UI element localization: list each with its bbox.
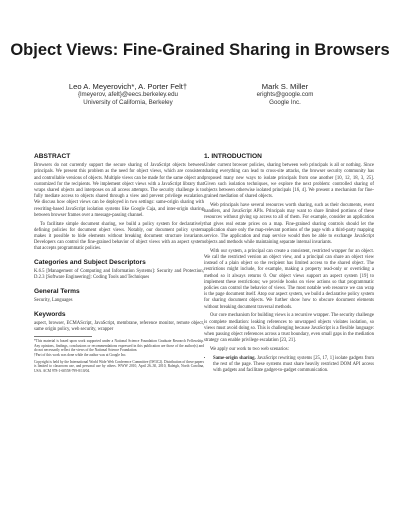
footnote-divider — [34, 336, 92, 337]
general-terms-heading: General Terms — [34, 288, 80, 296]
left-column — [34, 154, 204, 373]
intro-paragraph: With our system, a principal can create a consistent, restricted wrapper for an object. We call the restricted version an object view, and a principal can share an object view instead of a plain object so the recipient has limited access to the shared object. The restrictions might include, for example, making a property read-only or overriding a method so it always returns 0. Our object views support an aspect system [19] to implement these restrictions; we provide hooks on view actions so that programmatic policies can control the behavior of views. The most notable web resource we can wrap is the page document itself. Atop our aspect system, we build a declarative policy system for sharing document objects. We further show how to obscure document elements without breaking document traversal methods. — [204, 248, 374, 310]
author-names: Mark S. Miller — [261, 82, 309, 91]
bullet-label: Same-origin sharing. — [213, 355, 256, 361]
intro-paragraph: Web principals have several resources worth sharing, such as their documents, event handlers, and JavaScript APIs. Principals may want to share limited portions of these resources without giving up access to all of them. For example, consider an application that gives real estate prices on a map. Fine-grained sharing controls should let the application share only the map-relevant portions of the page with a third-party mapping service. The application and map service would then be able to exchange JavaScript objects and methods while maintaining separate internal invariants. — [204, 202, 374, 246]
author-block-1 — [48, 82, 208, 106]
author-email: erights@google.com — [256, 91, 314, 98]
copyright-notice: Copyright is held by the International World Wide Web Conference Committee (IW3C2). Distribution of these papers is limited to classroom use, and personal use by others. WWW 2010, April 26–30, 2010, Raleigh, North Carolina, USA. ACM 978-1-60558-799-8/10/04. — [34, 359, 204, 373]
list-item — [213, 356, 374, 375]
intro-paragraph: Under current browser policies, sharing between web principals is all or nothing. Since sharing everything can lead to cross-site attacks, the browser security community has proposed many new ways to isolate principals from one another [10, 12, 18, 3, 25]. Given such isolation techniques, we explore the next problem: controlled sharing of objects between otherwise isolated principals [16, 4]. We present a mechanism for fine-grained mediation of shared objects. — [204, 163, 374, 200]
author-email: {lmeyerov, afelt}@eecs.berkeley.edu — [78, 91, 178, 98]
abstract-paragraph: To facilitate simple document sharing, we build a policy system for declaratively defining policies for document object views. Notably, our document policy system makes it possible to hide elements without breaking document structure invariants. Developers can control the fine-grained behavior of object views with an aspect system that accepts programmatic policies. — [34, 221, 204, 252]
footnote: †Part of this work was done while the author was at Google Inc. — [34, 352, 127, 357]
keywords-heading: Keywords — [34, 311, 66, 319]
categories-heading: Categories and Subject Descriptors — [34, 259, 146, 267]
right-column — [204, 154, 374, 374]
general-terms-text: Security, Languages — [34, 298, 73, 304]
author-affiliation: Google Inc. — [269, 98, 301, 106]
author-names: Leo A. Meyerovich*, A. Porter Felt† — [68, 82, 188, 91]
abstract-heading: ABSTRACT — [34, 153, 71, 160]
intro-paragraph: We apply our work to two web scenarios: — [210, 346, 289, 352]
author-affiliation: University of California, Berkeley — [83, 98, 173, 106]
keywords-text: aspect, browser, ECMAScript, JavaScript, membrane, reference monitor, remote object, same origin policy, web security, wrapper — [34, 321, 204, 333]
footnote: *This material is based upon work supported under a National Science Foundation Graduate Research Fellowship. Any opinions, findings, conclusions or recommendations expressed in this publication are those of the author(s) and do not necessarily reflect the views of the National Science Foundation. — [34, 339, 204, 353]
bullet-text: JavaScript rewriting systems [25, 17, 1] isolate gadgets from the rest of the page. These systems must share heavily restricted DOM API access with gadgets and facilitate gadget-to-gadget communication. — [213, 355, 375, 373]
abstract-paragraph: Browsers do not currently support the secure sharing of JavaScript objects between principals. We present this problem as the need for object views, which are consistent and controllable versions of objects. Multiple views can be made for the same object and customized for the recipients. We implement object views with a JavaScript library that wraps shared objects and interposes on all access attempts. The security challenge is to fully mediate access to objects shared through a view and prevent privilege escalation. We discuss how object views can be deployed in two settings: same-origin sharing with rewriting-based JavaScript isolation systems like Google Caja, and inter-origin sharing between browser frames over a message-passing channel. — [34, 163, 204, 218]
paper-title: Object Views: Fine-Grained Sharing in Browsers — [10, 41, 390, 59]
categories-text: K.6.5 [Management of Computing and Information Systems]: Security and Protection; D.2.3 [Software Engineering]: Coding Tools and Techniques — [34, 269, 204, 281]
section-heading-introduction: 1. INTRODUCTION — [204, 153, 262, 160]
intro-paragraph: Our core mechanism for building views is a recursive wrapper. The security challenge is complete mediation: leaking references to unwrapped objects violates isolation, so views must avoid doing so. This is challenging because JavaScript is a flexible language: when passing object references across a trust boundary, even small gaps in the mediation strategy can enable privilege escalation [23, 21]. — [204, 313, 374, 344]
scenario-list — [204, 356, 374, 375]
author-block-2 — [210, 82, 360, 106]
